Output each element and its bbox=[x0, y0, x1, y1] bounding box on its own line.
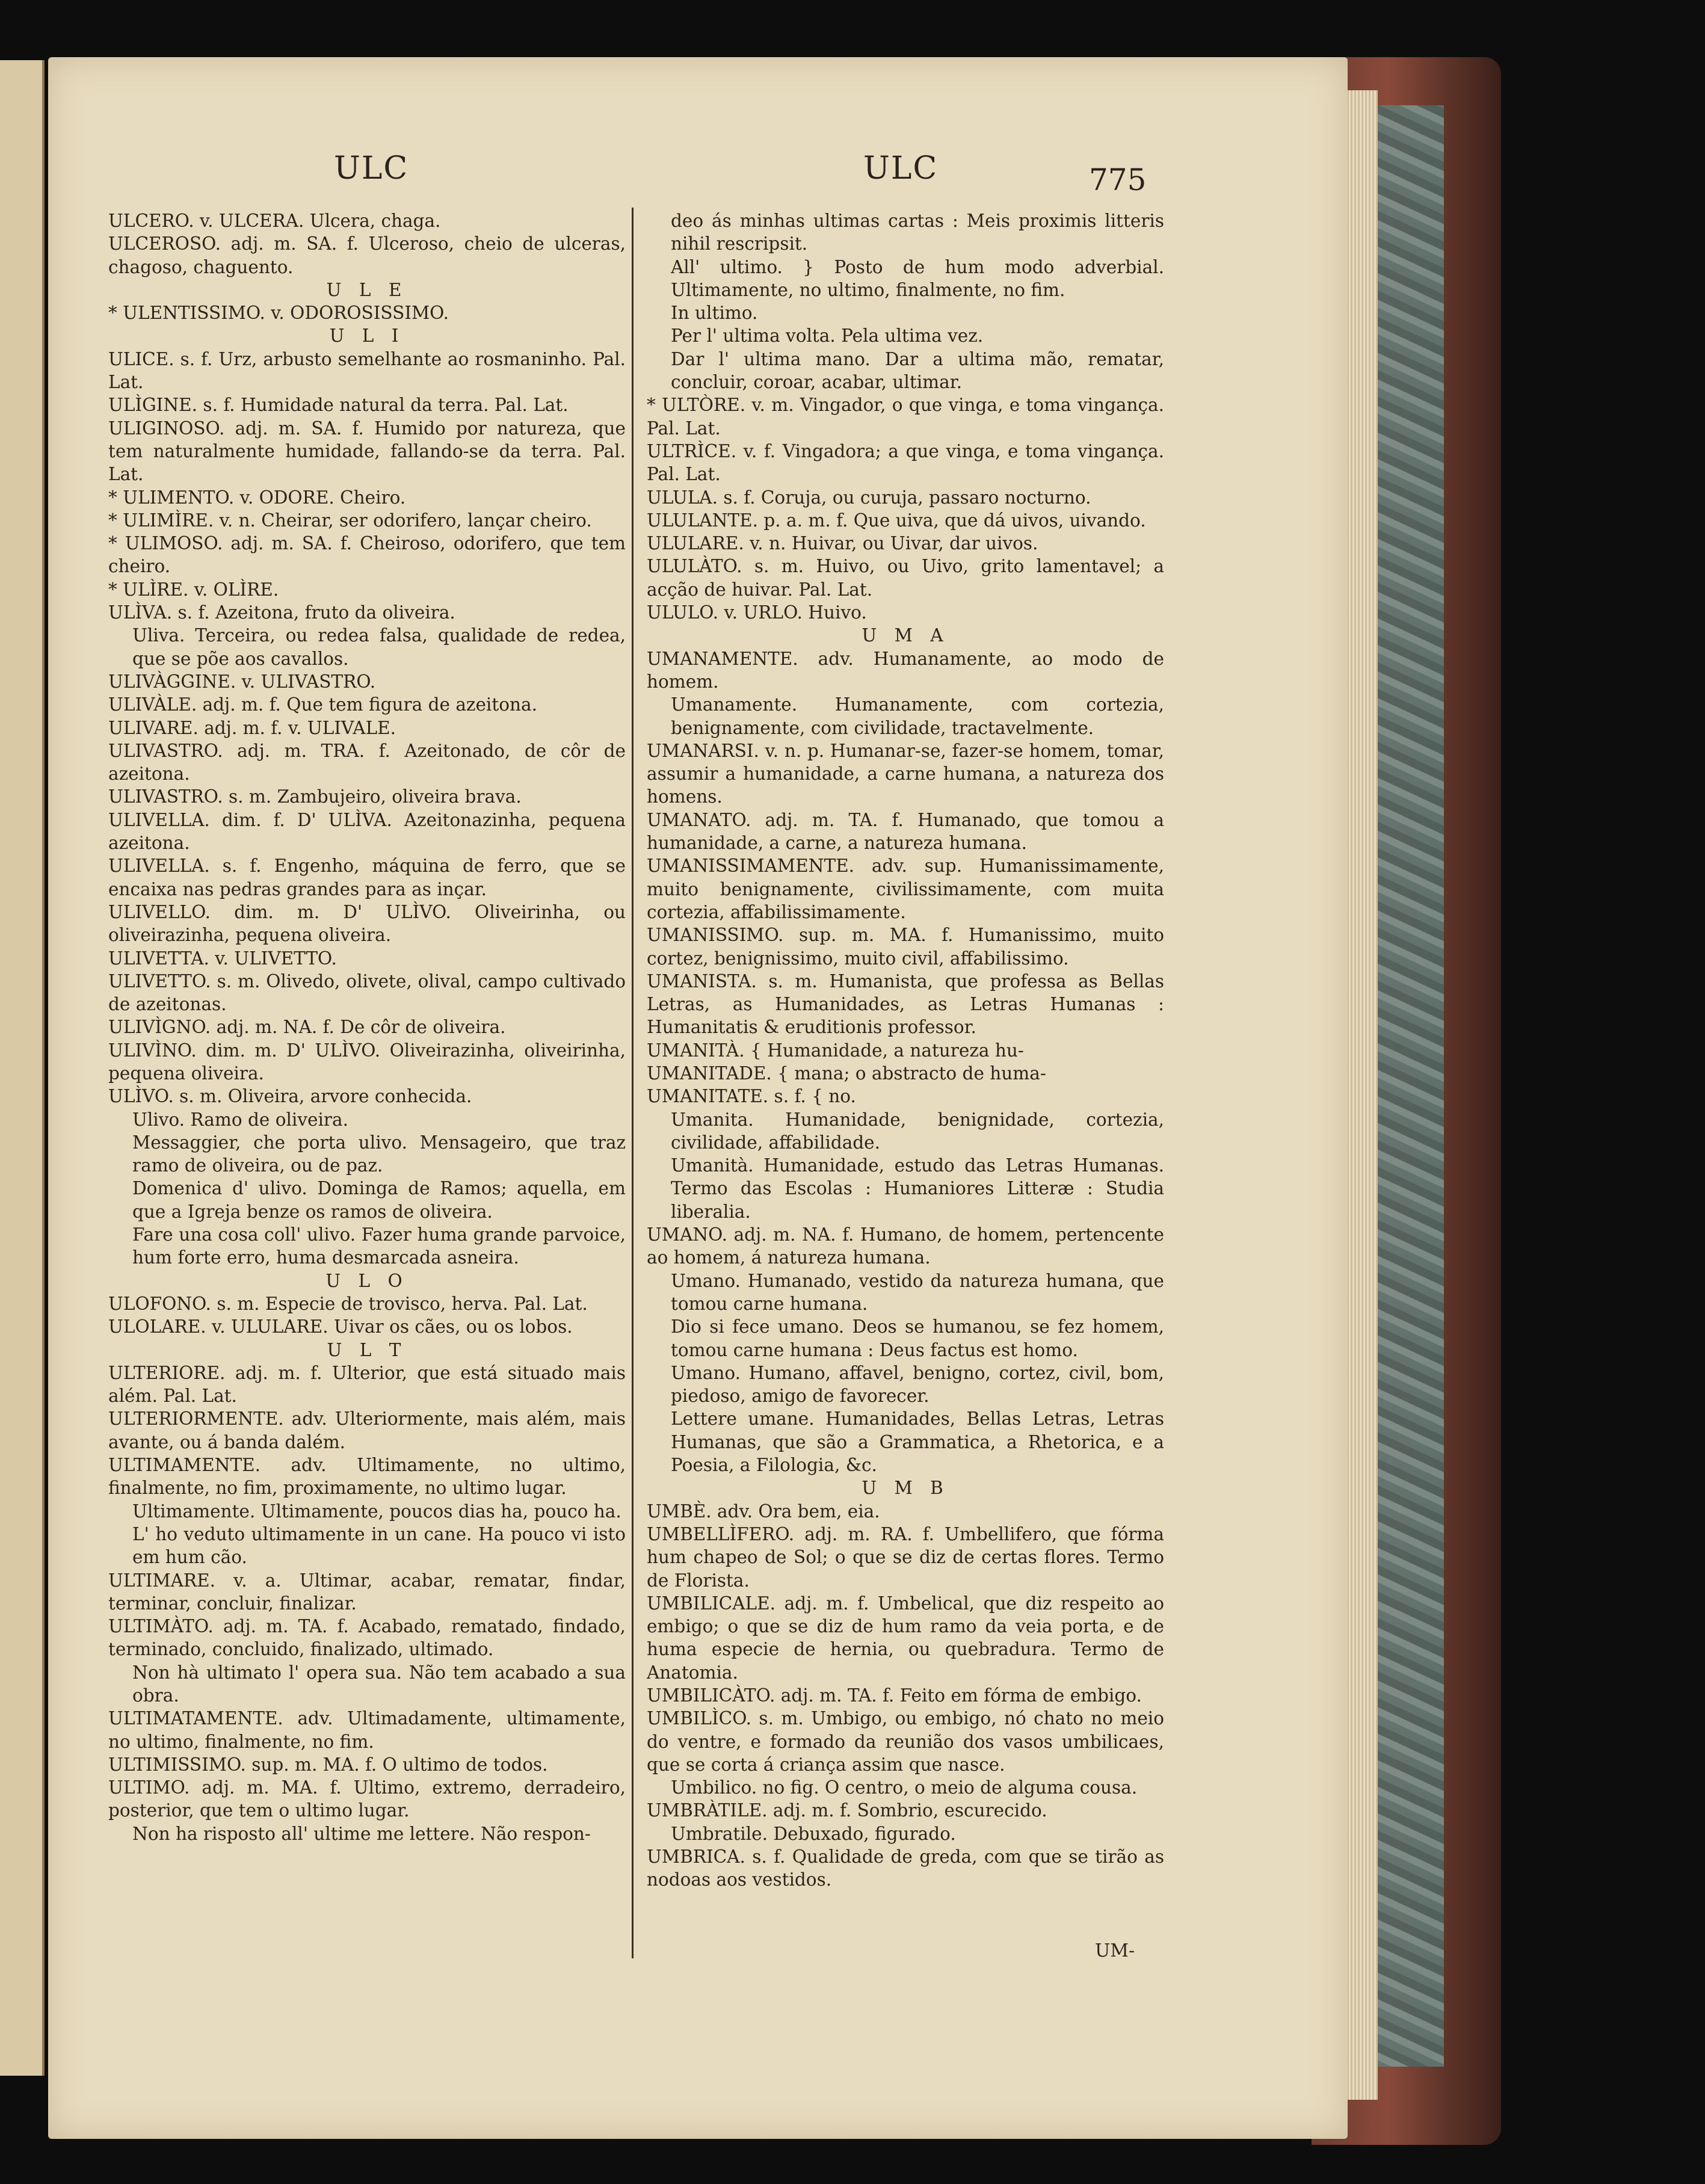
dictionary-entry: ULIGINOSO. adj. m. SA. f. Humido por natureza, que tem naturalmente humidade, fallando-se da terra. Pal. Lat. bbox=[108, 418, 626, 485]
dictionary-entry: ULOLARE. v. ULULARE. Uivar os cães, ou os lobos. bbox=[108, 1316, 573, 1337]
dictionary-entry: UMBILÌCO. s. m. Umbigo, ou embigo, nó chato no meio do ventre, e formado da reunião dos vasos umbilicaes, que se corta á criança assim que nasce. bbox=[647, 1708, 1164, 1775]
column-rule bbox=[632, 208, 634, 1958]
section-heading: U L E bbox=[326, 279, 408, 300]
dictionary-entry: ULIVASTRO. adj. m. TRA. f. Azeitonado, de côr de azeitona. bbox=[108, 740, 626, 785]
dictionary-entry: ULIVASTRO. s. m. Zambujeiro, oliveira brava. bbox=[108, 786, 522, 807]
dictionary-entry: UMBELLÌFERO. adj. m. RA. f. Umbellifero, que fórma hum chapeo de Sol; o que se diz de certas flores. Termo de Florista. bbox=[647, 1523, 1164, 1591]
dictionary-entry: * ULENTISSIMO. v. ODOROSISSIMO. bbox=[108, 303, 449, 324]
dictionary-entry: ULCERO. v. ULCERA. Ulcera, chaga. bbox=[108, 211, 441, 231]
dictionary-entry: UMANAMENTE. adv. Humanamente, ao modo de homem. bbox=[647, 648, 1164, 692]
dictionary-entry: UMANISTA. s. m. Humanista, que professa as Bellas Letras, as Humanidades, as Letras Humanas : Humanitatis & eruditionis professor. bbox=[647, 970, 1164, 1038]
sub-entry: Uliva. Terceira, ou redea falsa, qualidade de redea, que se põe aos cavallos. bbox=[132, 625, 626, 669]
dictionary-entry: ULIVELLA. dim. f. D' ULÌVA. Azeitonazinha, pequena azeitona. bbox=[108, 809, 626, 854]
sub-entry: deo ás minhas ultimas cartas : Meis proximis litteris nihil rescripsit. bbox=[671, 211, 1164, 254]
sub-entry: Fare una cosa coll' ulivo. Fazer huma grande parvoice, hum forte erro, huma desmarcada asneira. bbox=[132, 1224, 626, 1268]
section-heading: U L I bbox=[329, 325, 405, 347]
section-heading: U M A bbox=[862, 625, 949, 646]
dictionary-entry: ULÌGINE. s. f. Humidade natural da terra. Pal. Lat. bbox=[108, 395, 569, 416]
dictionary-entry: ULTIMO. adj. m. MA. f. Ultimo, extremo, derradeiro, posterior, que tem o ultimo lugar. bbox=[108, 1777, 626, 1821]
dictionary-entry: * ULÌRE. v. OLÌRE. bbox=[108, 579, 279, 600]
dictionary-entry: ULTIMATAMENTE. adv. Ultimadamente, ultimamente, no ultimo, finalmente, no fim. bbox=[108, 1708, 626, 1752]
dictionary-entry: UMANO. adj. m. NA. f. Humano, de homem, pertencente ao homem, á natureza humana. bbox=[647, 1224, 1164, 1268]
sub-entry: Non hà ultimato l' opera sua. Não tem acabado a sua obra. bbox=[132, 1662, 626, 1706]
section-heading: U M B bbox=[862, 1478, 949, 1499]
dictionary-entry: * ULIMOSO. adj. m. SA. f. Cheiroso, odorifero, que tem cheiro. bbox=[108, 533, 626, 577]
sub-entry: Per l' ultima volta. Pela ultima vez. bbox=[671, 325, 984, 347]
dictionary-entry: UMANITATE. s. f. { no. bbox=[647, 1086, 856, 1107]
dictionary-entry: UMANARSI. v. n. p. Humanar-se, fazer-se homem, tomar, assumir a humanidade, a carne humana, a natureza dos homens. bbox=[647, 740, 1164, 807]
dictionary-entry: * ULTÒRE. v. m. Vingador, o que vinga, e toma vingança. Pal. Lat. bbox=[647, 395, 1164, 439]
left-column bbox=[108, 209, 626, 1845]
dictionary-entry: ULIVÌNO. dim. m. D' ULÌVO. Oliveirazinha, oliveirinha, pequena oliveira. bbox=[108, 1040, 626, 1084]
dictionary-entry: ULCEROSO. adj. m. SA. f. Ulceroso, cheio de ulceras, chagoso, chaguento. bbox=[108, 233, 626, 277]
dictionary-entry: ULULÀTO. s. m. Huivo, ou Uivo, grito lamentavel; a acção de huivar. Pal. Lat. bbox=[647, 556, 1164, 600]
sub-entry: Ultimamente. Ultimamente, poucos dias ha, pouco ha. bbox=[132, 1501, 621, 1522]
sub-entry: All' ultimo. } Posto de hum modo adverbial. Ultimamente, no ultimo, finalmente, no fim. bbox=[671, 256, 1164, 300]
dictionary-entry: ULÌVA. s. f. Azeitona, fruto da oliveira. bbox=[108, 602, 455, 623]
section-heading: U L T bbox=[327, 1339, 407, 1360]
dictionary-entry: ULTIMAMENTE. adv. Ultimamente, no ultimo, finalmente, no fim, proximamente, no ultimo lugar. bbox=[108, 1455, 626, 1499]
sub-entry: Ulivo. Ramo de oliveira. bbox=[132, 1109, 348, 1130]
dictionary-entry: ULOFONO. s. m. Especie de trovisco, herva. Pal. Lat. bbox=[108, 1293, 588, 1314]
dictionary-entry: UMANISSIMAMENTE. adv. sup. Humanissimamente, muito benignamente, civilissimamente, com muita cortezia, affabilissimamente. bbox=[647, 856, 1164, 922]
dictionary-entry: ULIVARE. adj. m. f. v. ULIVALE. bbox=[108, 717, 396, 738]
sub-entry: Domenica d' ulivo. Dominga de Ramos; aquella, em que a Igreja benze os ramos de oliveira. bbox=[132, 1178, 626, 1222]
dictionary-entry: ULTIMÀTO. adj. m. TA. f. Acabado, rematado, findado, terminado, concluido, finalizado, ultimado. bbox=[108, 1616, 626, 1660]
dictionary-entry: ULIVELLO. dim. m. D' ULÌVO. Oliveirinha, ou oliveirazinha, pequena oliveira. bbox=[108, 901, 626, 946]
dictionary-entry: UMBÈ. adv. Ora bem, eia. bbox=[647, 1501, 880, 1522]
dictionary-entry: ULÌVO. s. m. Oliveira, arvore conhecida. bbox=[108, 1086, 472, 1107]
dictionary-entry: ULTERIORMENTE. adv. Ulteriormente, mais além, mais avante, ou á banda dalém. bbox=[108, 1408, 626, 1452]
sub-entry: Non ha risposto all' ultime me lettere. Não respon- bbox=[132, 1823, 591, 1844]
sub-entry: In ultimo. bbox=[671, 303, 758, 324]
dictionary-entry: ULTERIORE. adj. m. f. Ulterior, que está situado mais além. Pal. Lat. bbox=[108, 1362, 626, 1407]
dictionary-entry: ULIVETTO. s. m. Olivedo, olivete, olival, campo cultivado de azeitonas. bbox=[108, 970, 626, 1015]
right-column bbox=[647, 209, 1164, 1892]
dictionary-entry: UMANITÀ. { Humanidade, a natureza hu- bbox=[647, 1040, 1024, 1061]
dictionary-entry: UMANITADE. { mana; o abstracto de huma- bbox=[647, 1063, 1046, 1084]
sub-entry: Umanita. Humanidade, benignidade, cortezia, civilidade, affabilidade. bbox=[671, 1109, 1164, 1153]
sub-entry: Umano. Humano, affavel, benigno, cortez, civil, bom, piedoso, amigo de favorecer. bbox=[671, 1362, 1164, 1407]
dictionary-entry: ULTRÌCE. v. f. Vingadora; a que vinga, e toma vingança. Pal. Lat. bbox=[647, 440, 1164, 485]
dictionary-entry: ULTIMARE. v. a. Ultimar, acabar, rematar, findar, terminar, concluir, finalizar. bbox=[108, 1570, 626, 1614]
sub-entry: Umano. Humanado, vestido da natureza humana, que tomou carne humana. bbox=[671, 1270, 1164, 1314]
dictionary-entry: UMANISSIMO. sup. m. MA. f. Humanissimo, muito cortez, benignissimo, muito civil, affabilissimo. bbox=[647, 925, 1164, 969]
sub-entry: Umbratile. Debuxado, figurado. bbox=[671, 1823, 956, 1844]
facing-page-edge bbox=[0, 60, 45, 2076]
marbled-endpaper bbox=[1372, 105, 1444, 2067]
dictionary-entry: UMBILICÀTO. adj. m. TA. f. Feito em fórma de embigo. bbox=[647, 1685, 1142, 1706]
dictionary-entry: ULULARE. v. n. Huivar, ou Uivar, dar uivos. bbox=[647, 533, 1038, 554]
sub-entry: Dar l' ultima mano. Dar a ultima mão, rematar, concluir, coroar, acabar, ultimar. bbox=[671, 348, 1164, 393]
sub-entry: Dio si fece umano. Deos se humanou, se fez homem, tomou carne humana : Deus factus est homo. bbox=[671, 1316, 1164, 1360]
page-number: 775 bbox=[1089, 162, 1147, 197]
catchword: UM- bbox=[1095, 1940, 1135, 1961]
dictionary-entry: ULICE. s. f. Urz, arbusto semelhante ao rosmaninho. Pal. Lat. bbox=[108, 348, 626, 393]
dictionary-entry: UMANATO. adj. m. TA. f. Humanado, que tomou a humanidade, a carne, a natureza humana. bbox=[647, 809, 1164, 854]
dictionary-entry: ULIVÌGNO. adj. m. NA. f. De côr de oliveira. bbox=[108, 1017, 506, 1038]
dictionary-entry: UMBILICALE. adj. m. f. Umbelical, que diz respeito ao embigo; o que se diz de hum ramo da veia porta, e de huma especie de hernia, ou quebradura. Termo de Anatomia. bbox=[647, 1593, 1164, 1683]
running-head-left: ULC bbox=[334, 150, 409, 187]
sub-entry: Umbilico. no fig. O centro, o meio de alguma cousa. bbox=[671, 1777, 1138, 1798]
sub-entry: Messaggier, che porta ulivo. Mensageiro, que traz ramo de oliveira, ou de paz. bbox=[132, 1132, 626, 1176]
sub-entry: Lettere umane. Humanidades, Bellas Letras, Letras Humanas, que são a Grammatica, a Rhetorica, e a Poesia, a Filologia, &c. bbox=[671, 1408, 1164, 1476]
dictionary-entry: ULULA. s. f. Coruja, ou curuja, passaro nocturno. bbox=[647, 487, 1091, 508]
dictionary-entry: ULIVÀLE. adj. m. f. Que tem figura de azeitona. bbox=[108, 694, 537, 715]
dictionary-entry: ULULO. v. URLO. Huivo. bbox=[647, 602, 867, 623]
dictionary-entry: ULULANTE. p. a. m. f. Que uiva, que dá uivos, uivando. bbox=[647, 510, 1146, 531]
section-heading: U L O bbox=[325, 1270, 409, 1291]
dictionary-entry: ULTIMISSIMO. sup. m. MA. f. O ultimo de todos. bbox=[108, 1754, 548, 1775]
dictionary-entry: * ULIMENTO. v. ODORE. Cheiro. bbox=[108, 487, 406, 508]
sub-entry: Umanità. Humanidade, estudo das Letras Humanas. Termo das Escolas : Humaniores Litteræ : Studia liberalia. bbox=[671, 1155, 1164, 1222]
dictionary-entry: ULIVÀGGINE. v. ULIVASTRO. bbox=[108, 671, 376, 692]
dictionary-entry: * ULIMÌRE. v. n. Cheirar, ser odorifero, lançar cheiro. bbox=[108, 510, 592, 531]
sub-entry: Umanamente. Humanamente, com cortezia, benignamente, com civilidade, tractavelmente. bbox=[671, 694, 1164, 738]
dictionary-entry: ULIVELLA. s. f. Engenho, máquina de ferro, que se encaixa nas pedras grandes para as inçar. bbox=[108, 856, 626, 899]
dictionary-entry: UMBRICA. s. f. Qualidade de greda, com que se tirão as nodoas aos vestidos. bbox=[647, 1846, 1164, 1890]
dictionary-entry: UMBRÀTILE. adj. m. f. Sombrio, escurecido. bbox=[647, 1800, 1047, 1821]
running-head-right: ULC bbox=[863, 150, 939, 187]
dictionary-entry: ULIVETTA. v. ULIVETTO. bbox=[108, 948, 337, 969]
sub-entry: L' ho veduto ultimamente in un cane. Ha pouco vi isto em hum cão. bbox=[132, 1523, 626, 1568]
